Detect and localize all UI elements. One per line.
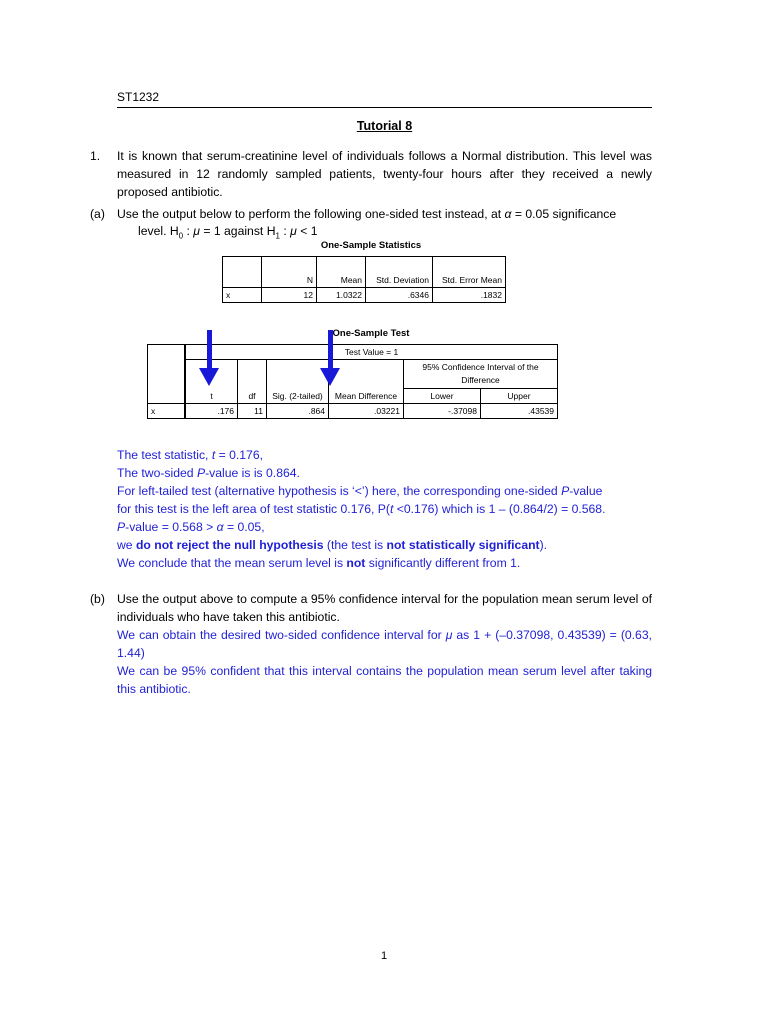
test-cell: 11 [238, 404, 267, 419]
test-table-title: One-Sample Test [332, 328, 410, 339]
hypotheses: level. $H_0$ : μ = 1 against $H_1$ : μ < 1 [138, 224, 318, 241]
answer-b-line: We can obtain the desired two-sided confidence interval for μ as 1 + (–0.37098, 0.43539) = (0.63, 1.44) [117, 628, 652, 660]
stats-header-cell [262, 257, 317, 273]
test-cell: .864 [267, 404, 329, 419]
answer-a-line: We conclude that the mean serum level is not significantly different from 1. [117, 556, 521, 570]
test-header-cell: Upper [481, 389, 558, 404]
stats-cell: .1832 [433, 287, 506, 302]
stats-header-cell [223, 273, 262, 288]
test-cell: .03221 [329, 404, 404, 419]
test-corner-cell [148, 345, 186, 404]
answer-b-line: We can be 95% confident that this interval contains the population mean serum level after taking this antibiotic. [117, 664, 652, 696]
answer-a [117, 446, 662, 572]
page-number: 1 [380, 950, 388, 962]
answer-a-line: For left-tailed test (alternative hypothesis is ‘<’) here, the corresponding one-sided P-value [117, 484, 603, 498]
stats-header-cell: Std. Deviation [366, 273, 433, 288]
answer-a-line: we do not reject the null hypothesis (the test is not statistically significant). [117, 538, 548, 552]
answer-a-line: The test statistic, t = 0.176, [117, 448, 263, 462]
stats-header-cell [317, 257, 366, 273]
stats-header-cell [433, 257, 506, 273]
test-cell: -.37098 [404, 404, 481, 419]
stats-header-cell [223, 257, 262, 273]
question-number: 1. [90, 149, 101, 163]
stats-header-cell: Mean [317, 273, 366, 288]
test-header-cell: Mean Difference [329, 389, 404, 404]
stats-table-title: One-Sample Statistics [320, 240, 422, 251]
stats-cell: 12 [262, 287, 317, 302]
ci-header: 95% Confidence Interval of the Difference [404, 360, 558, 389]
part-b-text: Use the output above to compute a 95% confidence interval for the population mean serum level of individuals who have taken this antibiotic. [117, 592, 652, 624]
test-cell: .176 [185, 404, 238, 419]
page-title: Tutorial 8 [356, 119, 413, 133]
test-header-cell: Sig. (2-tailed) [267, 389, 329, 404]
part-a-label: (a) [90, 207, 105, 221]
stats-row-label: x [223, 287, 262, 302]
stats-header-cell: Std. Error Mean [433, 273, 506, 288]
question-text: It is known that serum-creatinine level of individuals follows a Normal distribution. This level was measured in 12 randomly sampled patients, twenty-four hours after they received a newly proposed antibiotic. [117, 149, 652, 199]
stats-header-cell [366, 257, 433, 273]
stats-header-cell: N [262, 273, 317, 288]
course-code: ST1232 [117, 90, 160, 104]
answer-a-line: The two-sided P-value is is 0.864. [117, 466, 300, 480]
stats-cell: .6346 [366, 287, 433, 302]
answer-a-line: P-value = 0.568 > α = 0.05, [117, 520, 265, 534]
test-header-cell: t [185, 389, 238, 404]
answer-b [117, 626, 652, 698]
test-value-header: Test Value = 1 [185, 345, 558, 360]
answer-a-line: for this test is the left area of test statistic 0.176, P(t <0.176) which is 1 – (0.864/2) = 0.568. [117, 502, 606, 516]
test-header-cell: df [238, 389, 267, 404]
part-b-label: (b) [90, 592, 105, 606]
part-a-text: Use the output below to perform the following one-sided test instead, at α = 0.05 significance [117, 207, 617, 221]
stats-cell: 1.0322 [317, 287, 366, 302]
test-header-cell [238, 360, 267, 389]
test-cell: .43539 [481, 404, 558, 419]
header-rule [117, 107, 652, 108]
test-row-label: x [148, 404, 186, 419]
test-header-cell: Lower [404, 389, 481, 404]
stats-table [222, 256, 506, 303]
